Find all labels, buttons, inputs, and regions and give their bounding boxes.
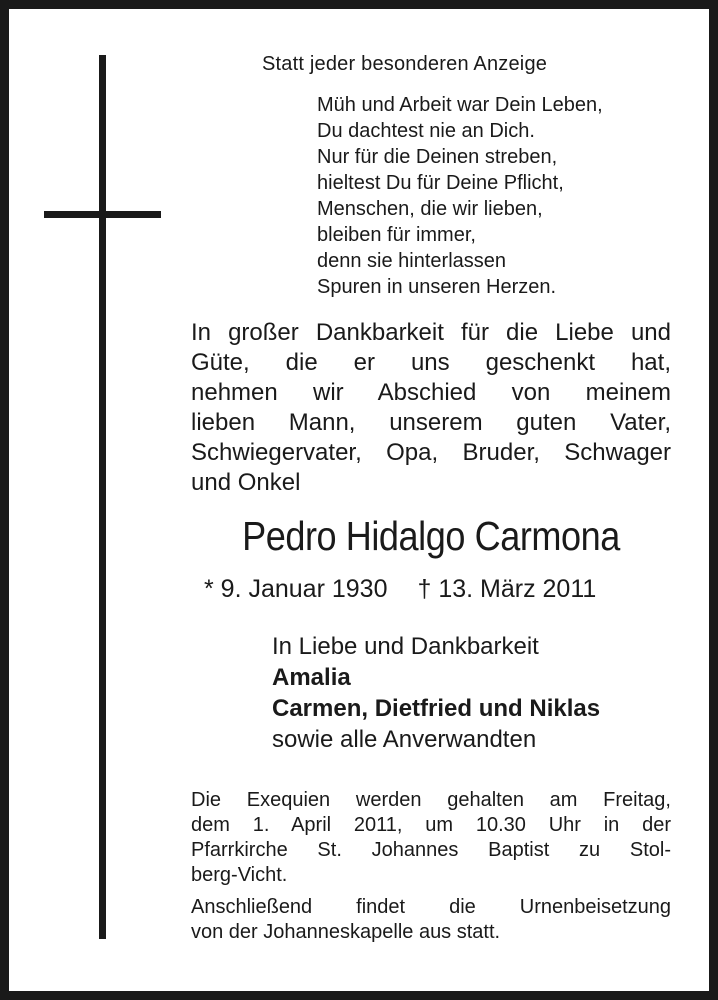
service-line: berg-Vicht.	[191, 864, 288, 886]
cross-horizontal-bar	[44, 211, 161, 218]
burial-info	[191, 895, 671, 945]
farewell-line: Schwiegervater, Opa, Bruder, Schwager	[191, 439, 671, 466]
mourner-names-spouse: Amalia	[272, 664, 351, 691]
poem-line: bleiben für immer,	[317, 224, 476, 246]
notice-header: Statt jeder besonderen Anzeige	[262, 53, 548, 75]
mourners-relatives: sowie alle Anverwandten	[272, 726, 537, 753]
cross-vertical-bar	[99, 55, 106, 939]
farewell-line: Güte, die er uns geschenkt hat,	[191, 349, 671, 376]
poem-line: Nur für die Deinen streben,	[317, 146, 558, 168]
mourners	[272, 631, 600, 755]
mourners-intro: In Liebe und Dankbarkeit	[272, 633, 539, 660]
service-line: dem 1. April 2011, um 10.30 Uhr in der	[191, 814, 671, 836]
farewell-line: nehmen wir Abschied von meinem	[191, 379, 671, 406]
birth-date: * 9. Januar 1930	[204, 575, 388, 603]
farewell-text	[191, 318, 671, 498]
poem-line: Du dachtest nie an Dich.	[317, 120, 535, 142]
poem-line: Spuren in unseren Herzen.	[317, 276, 557, 298]
farewell-line: lieben Mann, unserem guten Vater,	[191, 409, 671, 436]
mourner-names-children: Carmen, Dietfried und Niklas	[272, 695, 601, 722]
burial-line: von der Johanneskapelle aus statt.	[191, 921, 501, 943]
life-dates	[204, 575, 596, 604]
deceased-name: Pedro Hidalgo Carmona	[242, 513, 620, 559]
death-date: † 13. März 2011	[417, 575, 597, 603]
burial-line: Anschließend findet die Urnenbeisetzung	[191, 896, 671, 918]
service-info	[191, 788, 671, 888]
poem-line: hieltest Du für Deine Pflicht,	[317, 172, 564, 194]
poem-line: Menschen, die wir lieben,	[317, 198, 543, 220]
farewell-line: und Onkel	[191, 469, 301, 496]
poem	[317, 92, 603, 300]
poem-line: Müh und Arbeit war Dein Leben,	[317, 94, 603, 116]
farewell-line: In großer Dankbarkeit für die Liebe und	[191, 319, 671, 346]
service-line: Die Exequien werden gehalten am Freitag,	[191, 789, 671, 811]
service-line: Pfarrkirche St. Johannes Baptist zu Stol-	[191, 839, 671, 861]
poem-line: denn sie hinterlassen	[317, 250, 507, 272]
